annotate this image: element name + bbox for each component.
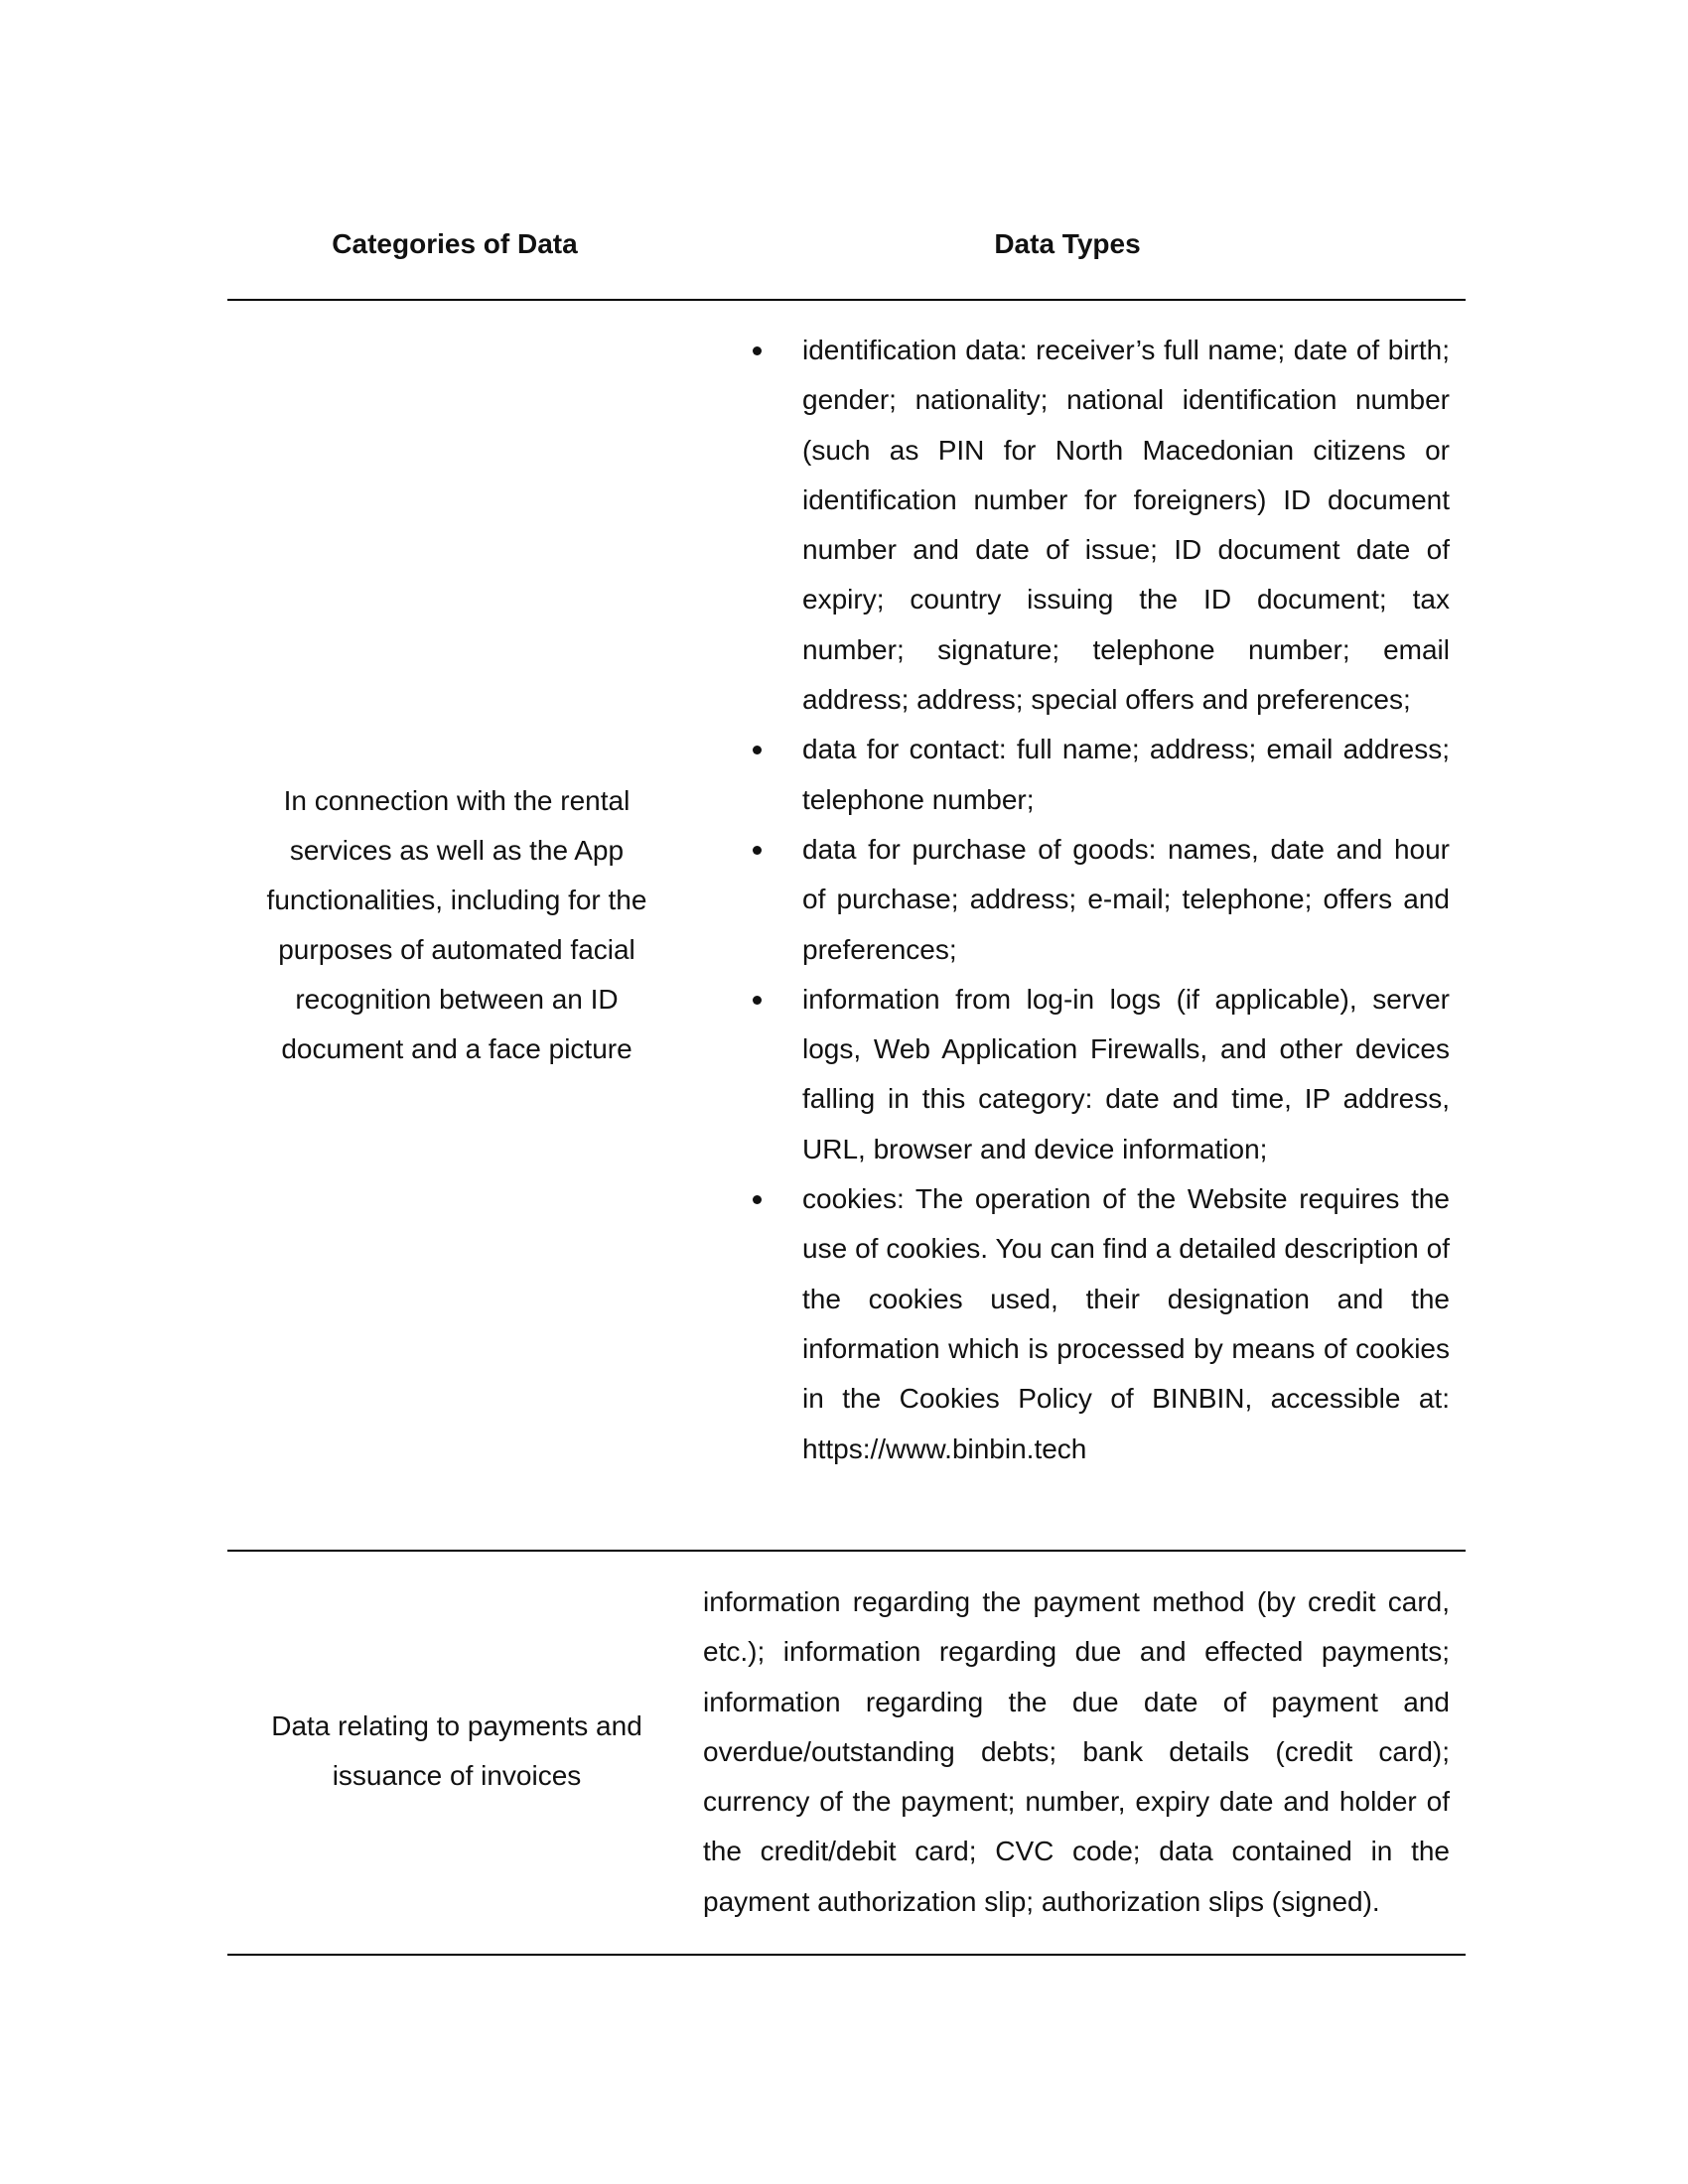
list-item-text: information from log-in logs (if applicable), server logs, Web Application Firewalls, and other devices falling in this category: date and time, IP address, URL, browser and device information; [802, 983, 1450, 1164]
payment-data-types-text: information regarding the payment method (by credit card, etc.); information regarding due and effected payments; information regarding the due date of payment and overdue/outstanding debts; bank details (credit card); currency of the payment; number, expiry date and holder of the credit/debit card; CVC code; data contained in the payment authorization slip; authorization slips (signed). [703, 1586, 1450, 1917]
list-item-log-information [747, 975, 1450, 1174]
data-types-list [747, 326, 1450, 1474]
header-data-types: Data Types [994, 228, 1141, 259]
list-item-text: identification data: receiver’s full name; date of birth; gender; nationality; national identification number (such as PIN for North Macedonian citizens or identification number for foreigners) ID document number and date of issue; ID document date of expiry; country issuing the ID document; tax number; signature; telephone number; email address; address; special offers and preferences; [802, 335, 1450, 716]
table-rule-middle [227, 1550, 1466, 1552]
list-item-purchase-data [747, 825, 1450, 975]
table-rule-bottom [227, 1954, 1466, 1956]
list-item-text: data for purchase of goods: names, date and hour of purchase; address; e-mail; telephone; offers and preferences; [802, 833, 1450, 965]
table-rule-top [227, 299, 1466, 301]
list-item-cookies [747, 1174, 1450, 1474]
list-item-text: cookies: The operation of the Website requires the use of cookies. You can find a detailed description of the cookies used, their designation and the information which is processed by means of cookies in the Cookies Policy of BINBIN, accessible at: https://www.binbin.tech [802, 1183, 1450, 1464]
bullet-icon [753, 1195, 762, 1204]
category-rental-services: In connection with the rental services as well as the App functionalities, including for the purposes of automated facial recognition between an ID document and a face picture [266, 785, 647, 1064]
header-categories-of-data: Categories of Data [332, 228, 578, 259]
list-item-identification-data [747, 326, 1450, 725]
bullet-icon [753, 746, 762, 754]
list-item-text: data for contact: full name; address; email address; telephone number; [802, 734, 1450, 815]
category-payments-invoices: Data relating to payments and issuance of invoices [271, 1710, 642, 1791]
bullet-icon [753, 996, 762, 1005]
list-item-contact-data [747, 725, 1450, 825]
bullet-icon [753, 346, 762, 355]
bullet-icon [753, 846, 762, 855]
